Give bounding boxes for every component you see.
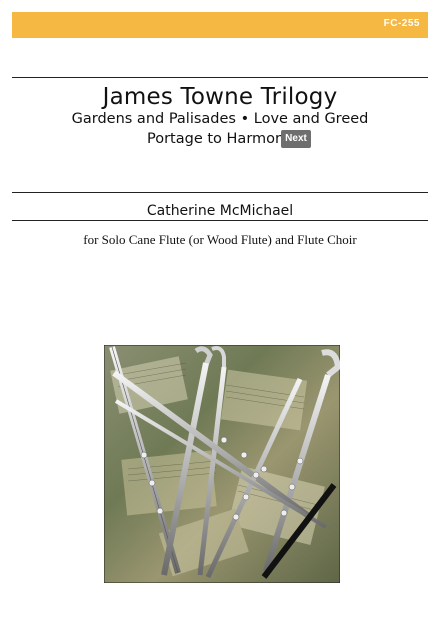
composer-name: Catherine McMichael [146,203,294,219]
catalog-code: FC-255 [383,18,420,29]
subtitle-movements: Gardens and Palisades • Love and Greed [71,111,369,127]
subtitle-third-movement: Portage to Harmor [147,131,281,147]
flutes-on-sheet-music-illustration [104,345,340,583]
page-title: James Towne Trilogy [102,84,338,110]
next-button[interactable]: Next [281,130,311,148]
composer-divider [12,220,428,221]
top-divider [12,77,428,78]
middle-divider [12,192,428,193]
header-bar [12,12,428,38]
instrumentation-text: for Solo Cane Flute (or Wood Flute) and Flute Choir [83,232,357,247]
